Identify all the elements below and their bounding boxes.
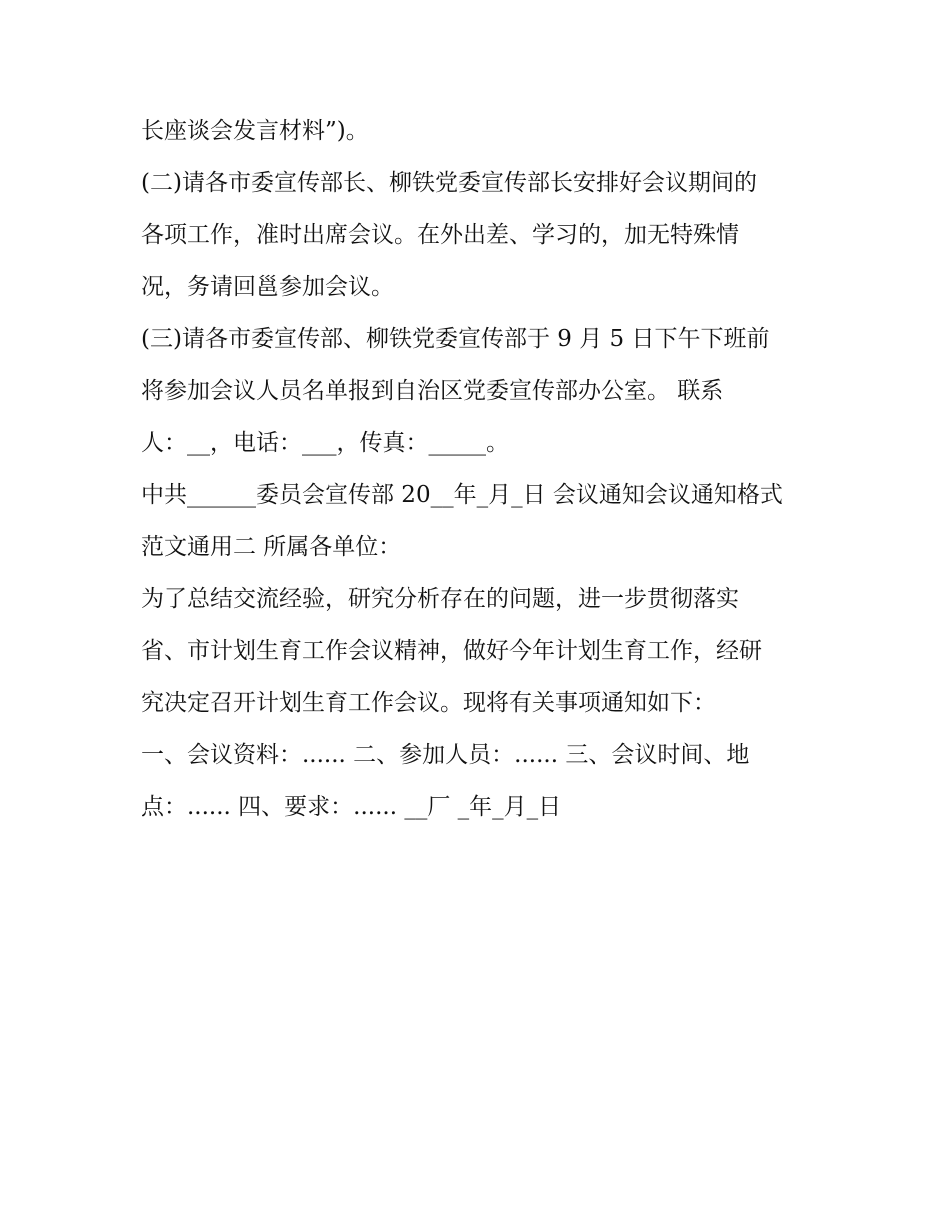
text-line: 将参加会议人员名单报到自治区党委宣传部办公室。 联系 — [141, 378, 724, 404]
text-line: 范文通用二 所属各单位： — [141, 534, 402, 560]
text-line: (二)请各市委宣传部长、柳铁党委宣传部长安排好会议期间的 — [141, 170, 757, 196]
document-body — [141, 105, 821, 833]
text-line: 各项工作，准时出席会议。在外出差、学习的，加无特殊情 — [141, 222, 739, 248]
text-line: 一、会议资料：...... 二、参加人员：...... 三、会议时间、地 — [141, 742, 750, 768]
text-line: 长座谈会发言材料”)。 — [141, 118, 369, 144]
text-line: 人：__，电话：___，传真：_____。 — [141, 430, 509, 456]
text-line: (三)请各市委宣传部、柳铁党委宣传部于 9 月 5 日下午下班前 — [141, 326, 770, 352]
text-line: 中共______委员会宣传部 20__年_月_日 会议通知会议通知格式 — [141, 482, 783, 508]
text-line: 为了总结交流经验，研究分析存在的问题，进一步贯彻落实 — [141, 586, 739, 612]
text-line: 点：...... 四、要求：...... __厂 _年_月_日 — [141, 794, 562, 820]
text-line: 省、市计划生育工作会议精神，做好今年计划生育工作，经研 — [141, 638, 762, 664]
text-line: 况，务请回邕参加会议。 — [141, 274, 394, 300]
text-line: 究决定召开计划生育工作会议。现将有关事项通知如下： — [141, 690, 716, 716]
